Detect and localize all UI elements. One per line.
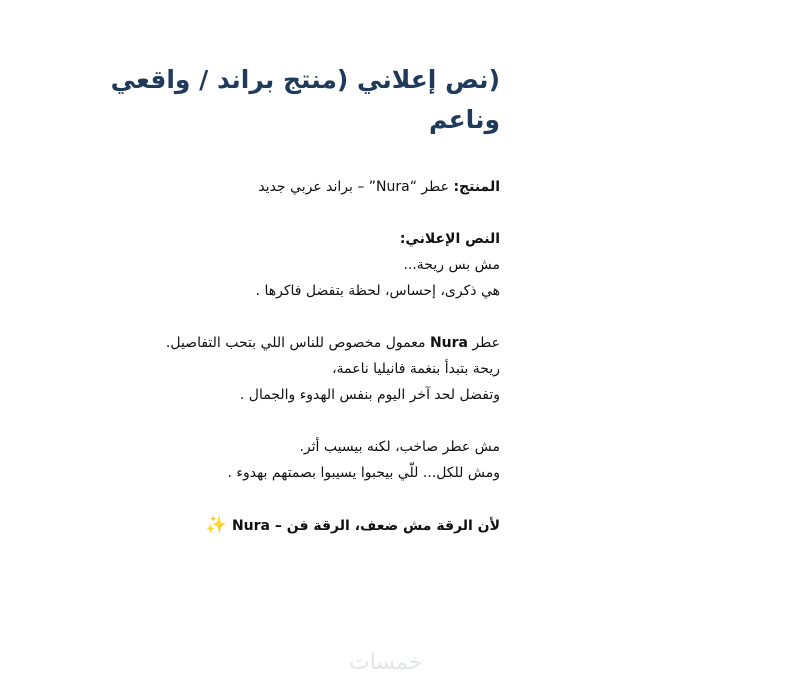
document-title: (نص إعلاني (منتج براند / واقعي وناعم: [110, 65, 500, 134]
paragraph-2-line-1: [100, 330, 500, 356]
paragraph-1-line-2: هي ذكرى، إحساس، لحظة بتفضل فاكرها .: [255, 283, 500, 299]
paragraph-1-line-1: مش بس ريحة...: [403, 257, 500, 273]
closing-line: [100, 512, 500, 539]
document-body: [100, 60, 500, 539]
brand-name: Nura: [429, 335, 468, 351]
product-line: [100, 174, 500, 200]
watermark: خمسات: [349, 650, 423, 675]
sparkles-icon: ✨: [205, 515, 228, 535]
product-text: عطر “Nura” – براند عربي جديد: [258, 179, 454, 195]
closing-text: لأن الرقة مش ضعف، الرقة فن – Nura: [231, 518, 500, 534]
paragraph-3-line-2: ومش للكل... للّي بيحبوا يسيبوا بصمتهم بهدوء .: [227, 465, 500, 481]
product-label: المنتج:: [453, 179, 500, 195]
ad-label: النص الإعلاني:: [399, 231, 500, 247]
paragraph-2-line-2: ريحة بتبدأ بنغمة فانيليا ناعمة،: [332, 361, 500, 377]
paragraph-2-line-1-start: عطر: [467, 335, 500, 351]
paragraph-2-line-3: وتفضل لحد آخر اليوم بنفس الهدوء والجمال .: [239, 387, 500, 403]
paragraph-3-line-1: مش عطر صاخب، لكنه بيسيب أثر.: [299, 439, 500, 455]
paragraph-2-line-1-end: معمول مخصوص للناس اللي بتحب التفاصيل.: [165, 335, 430, 351]
